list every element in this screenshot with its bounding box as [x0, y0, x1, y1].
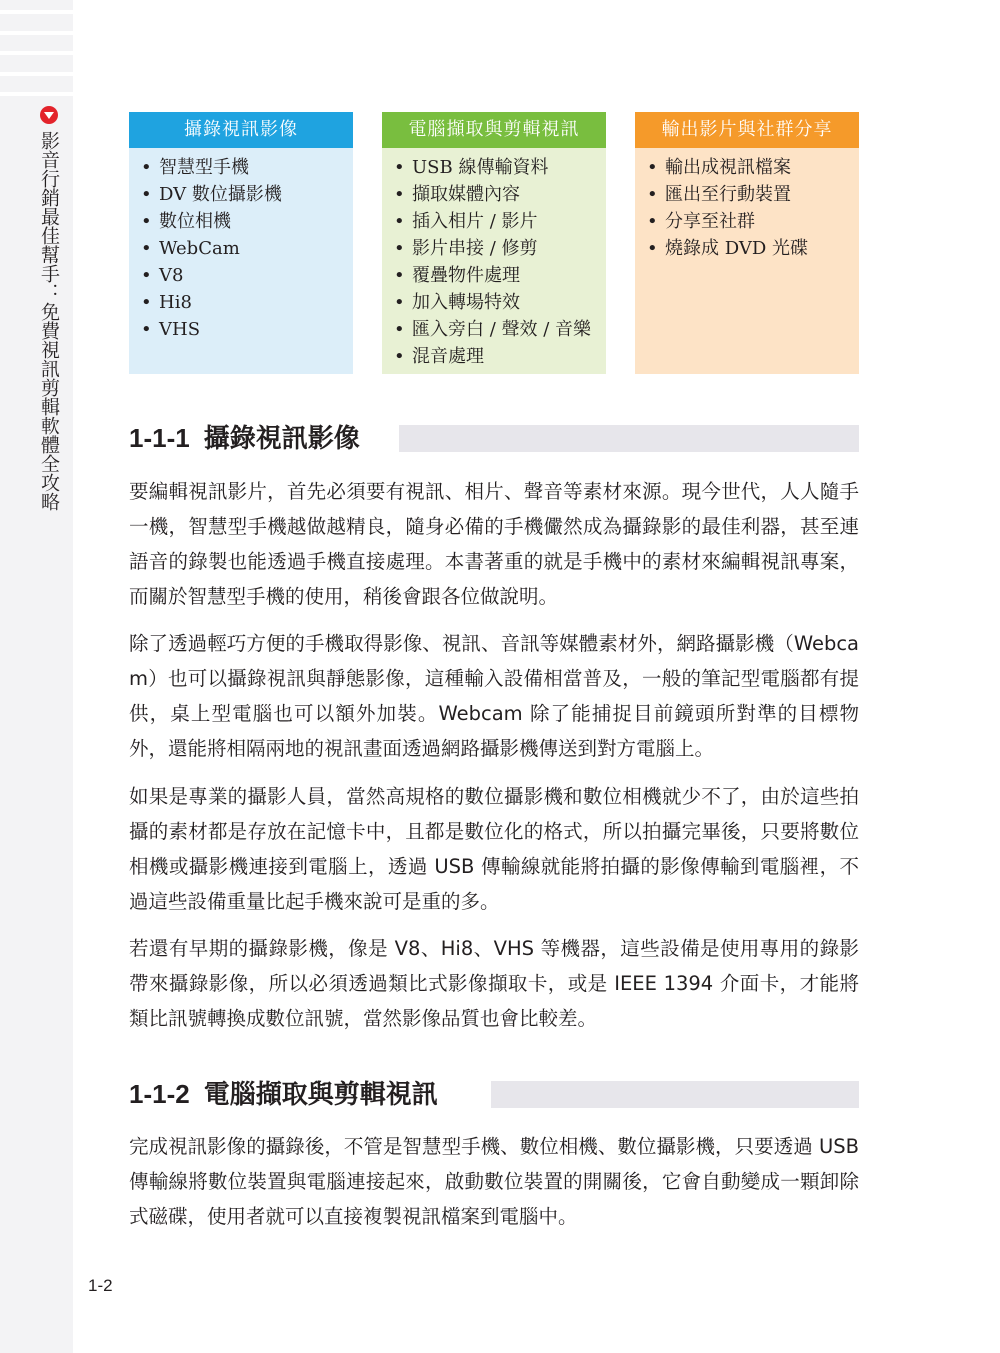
sidebar-stripe — [0, 51, 73, 55]
sidebar-stripe — [0, 10, 73, 14]
list-item: • 混音處理 — [394, 346, 484, 367]
list-item: • 燒錄成 DVD 光碟 — [647, 238, 808, 259]
list-item: • 智慧型手機 — [141, 157, 249, 178]
list-item: • 輸出成視訊檔案 — [647, 157, 791, 178]
page-number: 1-2 — [88, 1276, 113, 1295]
box-title: 輸出影片與社群分享 — [635, 112, 859, 148]
box-list — [382, 148, 606, 370]
list-item: • USB 線傳輸資料 — [394, 157, 549, 178]
list-item: • 加入轉場特效 — [394, 292, 520, 313]
section-title — [129, 1074, 450, 1111]
list-item: • 數位相機 — [141, 211, 231, 232]
sidebar — [0, 0, 73, 1353]
box-list — [635, 148, 859, 262]
paragraph: 要編輯視訊影片，首先必須要有視訊、相片、聲音等素材來源。現今世代，人人隨手一機，智慧型手機越做越精良，隨身必備的手機儼然成為攝錄影的最佳利器，甚至連語音的錄製也能透過手機直接處理。本書著重的就是手機中的素材來編輯視訊專案，而關於智慧型手機的使用，稍後會跟各位做說明。 — [129, 480, 859, 608]
list-item: • V8 — [141, 265, 184, 286]
heading-bar — [399, 425, 859, 452]
sidebar-stripe — [0, 72, 73, 76]
paragraph: 如果是專業的攝影人員，當然高規格的數位攝影機和數位相機就少不了，由於這些拍攝的素材都是存放在記憶卡中，且都是數位化的格式，所以拍攝完畢後，只要將數位相機或攝影機連接到電腦上，透過 USB 傳輸線就能將拍攝的影像傳輸到電腦裡，不過這些設備重量比起手機來說可是重的多。 — [129, 785, 859, 913]
list-item: • WebCam — [141, 238, 240, 259]
list-item: • 覆疊物件處理 — [394, 265, 520, 286]
list-item: • 匯出至行動裝置 — [647, 184, 791, 205]
workflow-box-share — [635, 112, 859, 374]
workflow-box-edit — [382, 112, 606, 374]
list-item: • 插入相片 / 影片 — [394, 211, 538, 232]
box-title: 攝錄視訊影像 — [129, 112, 353, 148]
list-item: • 分享至社群 — [647, 211, 755, 232]
list-item: • 擷取媒體內容 — [394, 184, 520, 205]
paragraph: 完成視訊影像的攝錄後，不管是智慧型手機、數位相機、數位攝影機，只要透過 USB 傳輸線將數位裝置與電腦連接起來，啟動數位裝置的開關後，它會自動變成一顆卸除式磁碟，使用者就可以直接複製視訊檔案到電腦中。 — [129, 1135, 859, 1228]
list-item: • 影片串接 / 修剪 — [394, 238, 538, 259]
section-number: 1-1-2 — [129, 1079, 190, 1109]
section-title-text: 攝錄視訊影像 — [203, 424, 360, 454]
section-heading — [129, 1080, 859, 1110]
chevron-down-icon — [40, 106, 58, 124]
workflow-box-capture — [129, 112, 353, 374]
list-item: • Hi8 — [141, 292, 192, 313]
list-item: • DV 數位攝影機 — [141, 184, 282, 205]
paragraph: 若還有早期的攝錄影機，像是 V8、Hi8、VHS 等機器，這些設備是使用專用的錄影帶來攝錄影像，所以必須透過類比式影像擷取卡，或是 IEEE 1394 介面卡，才能將類比訊號轉換成數位訊號，當然影像品質也會比較差。 — [129, 937, 859, 1030]
heading-bar — [491, 1081, 859, 1108]
box-list — [129, 148, 353, 343]
sidebar-stripe — [0, 31, 73, 35]
box-title: 電腦擷取與剪輯視訊 — [382, 112, 606, 148]
book-title: 影音行銷最佳幫手：免費視訊剪輯軟體全攻略 — [38, 131, 60, 511]
section-title-text: 電腦擷取與剪輯視訊 — [203, 1080, 438, 1110]
sidebar-stripe — [0, 92, 73, 96]
list-item: • VHS — [141, 319, 201, 340]
section-heading — [129, 424, 859, 454]
section-title — [129, 418, 372, 455]
section-number: 1-1-1 — [129, 423, 190, 453]
paragraph: 除了透過輕巧方便的手機取得影像、視訊、音訊等媒體素材外，網路攝影機（Webcam）也可以攝錄視訊與靜態影像，這種輸入設備相當普及，一般的筆記型電腦都有提供，桌上型電腦也可以額外加裝。Webcam 除了能捕捉目前鏡頭所對準的目標物外，還能將相隔兩地的視訊畫面透過網路攝影機傳送到對方電腦上。 — [129, 632, 859, 760]
list-item: • 匯入旁白 / 聲效 / 音樂 — [394, 319, 592, 340]
